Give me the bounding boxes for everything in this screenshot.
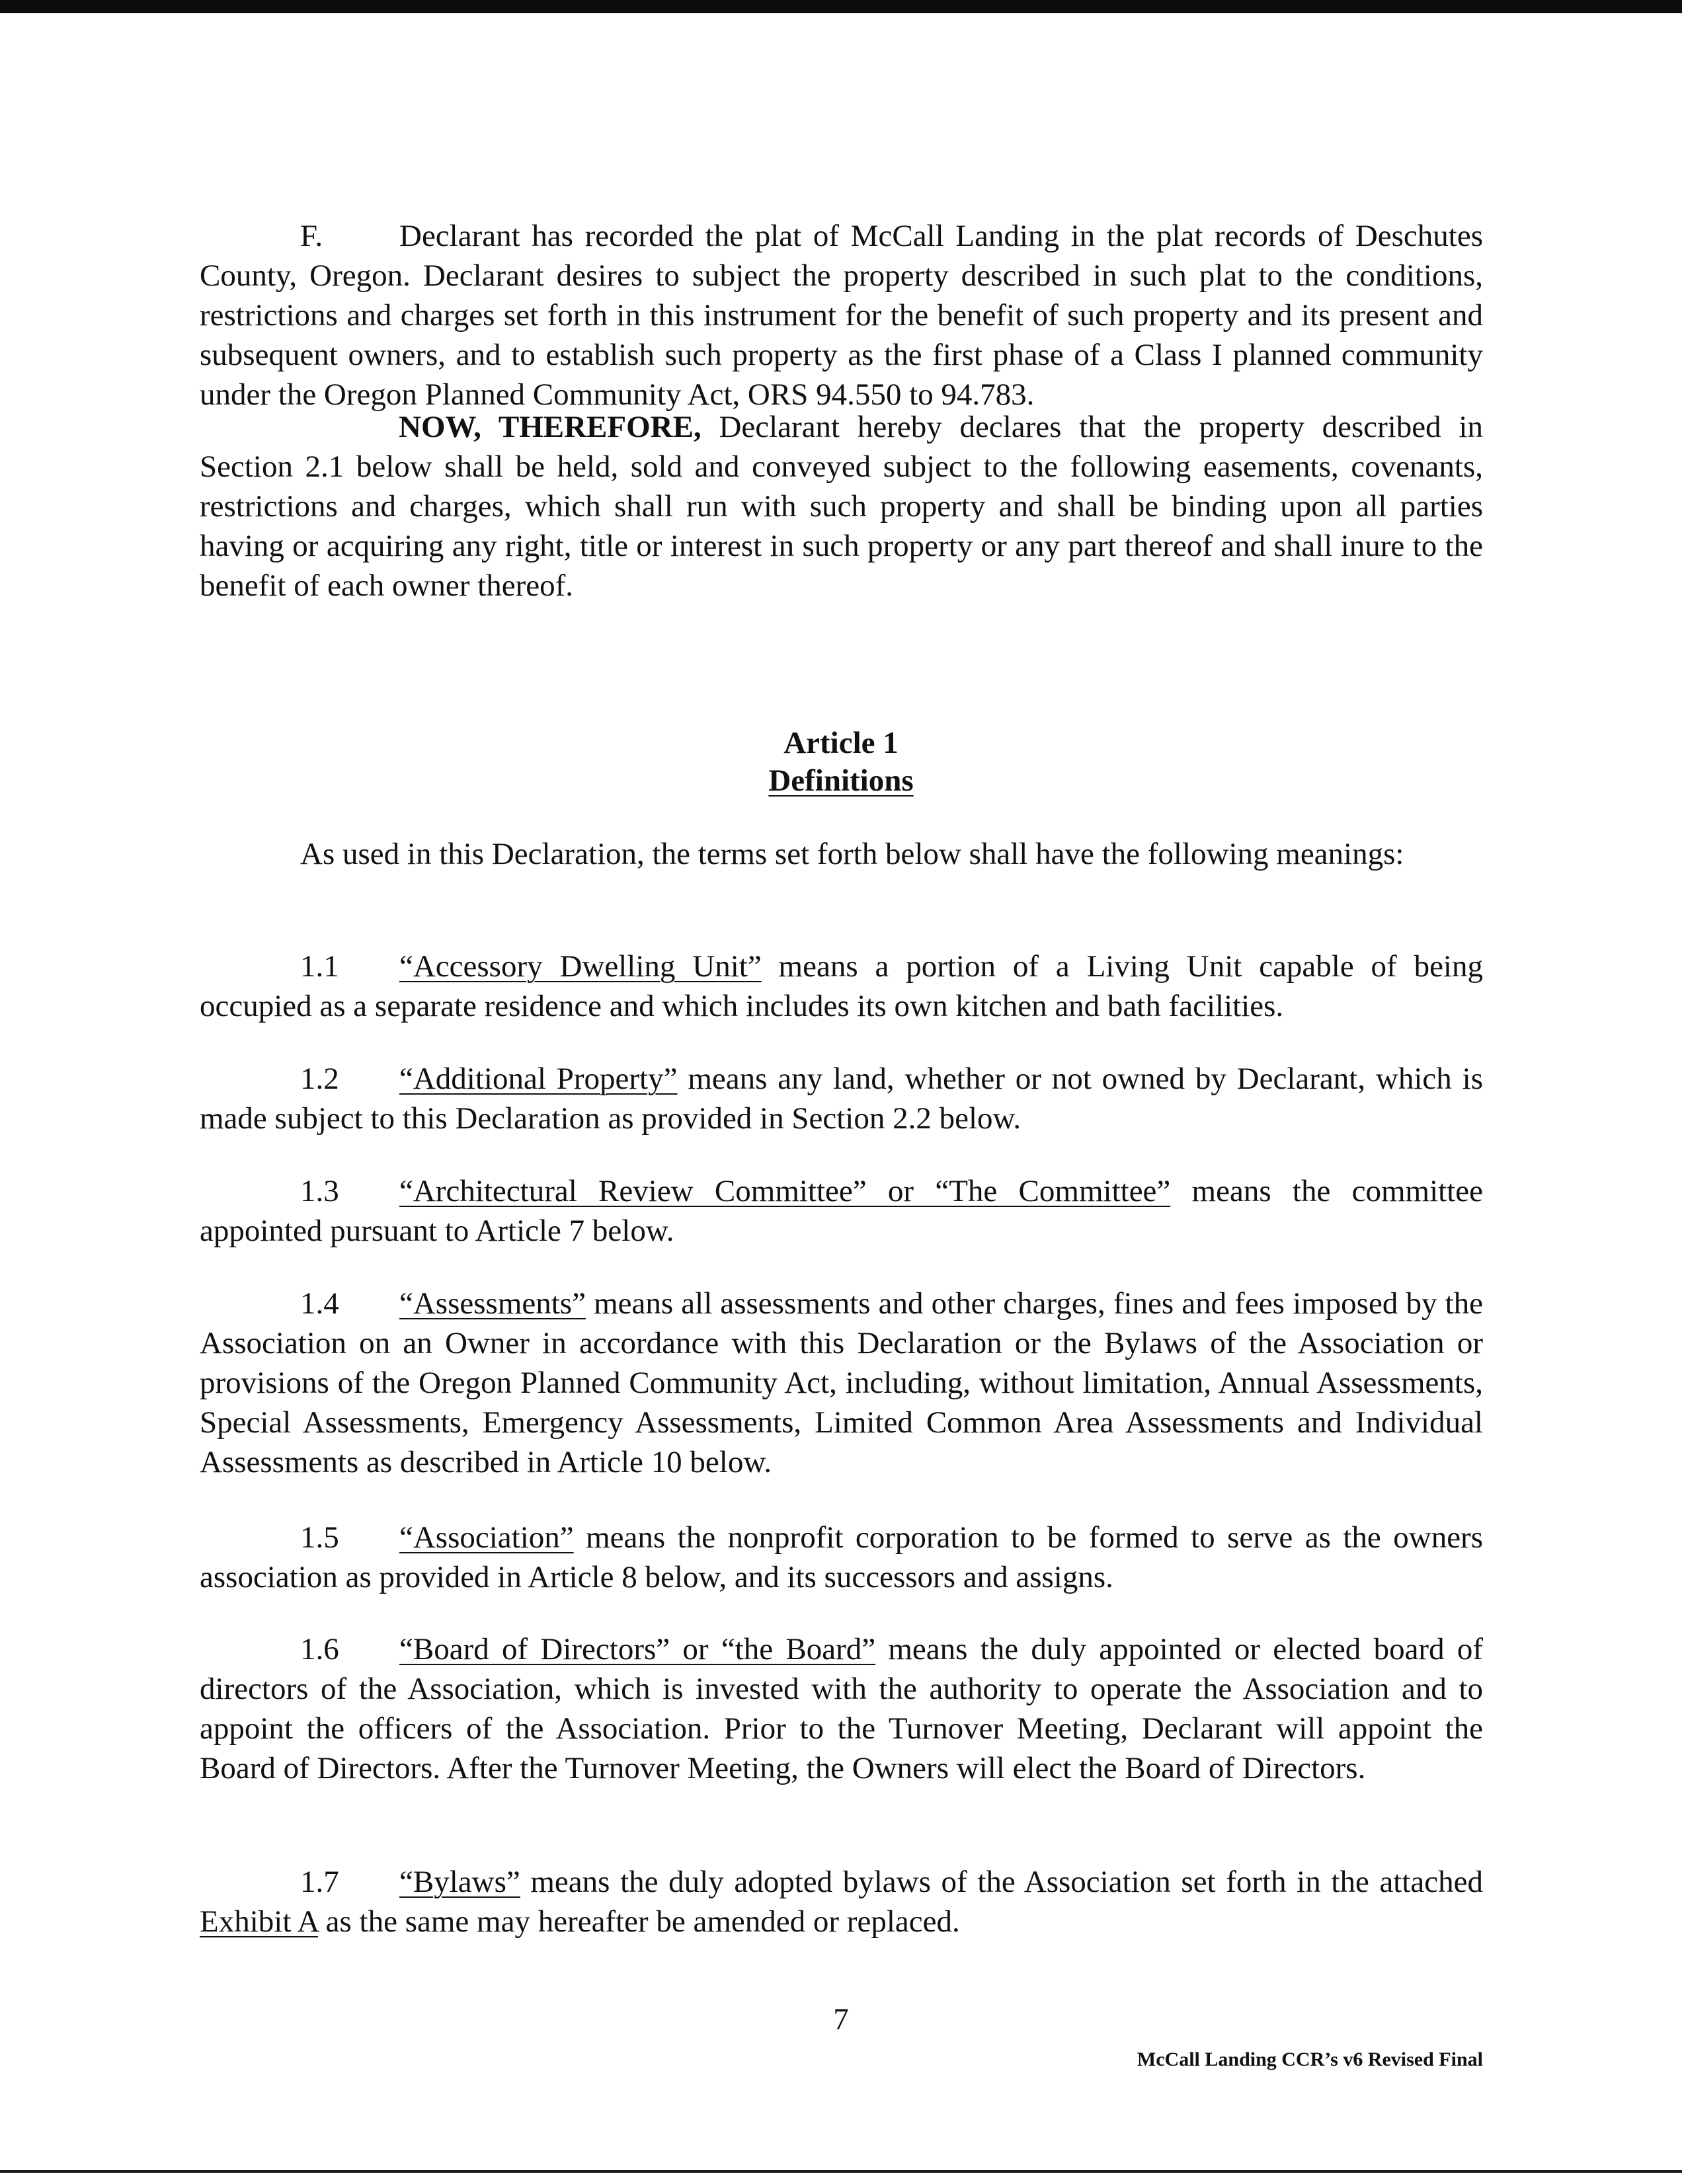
article-title: Article 1 [783,726,899,760]
page-number: 7 [833,2002,849,2037]
exhibit-a-reference: Exhibit A [200,1904,318,1939]
intro-paragraph: As used in this Declaration, the terms set forth below shall have the following meanings: [300,837,1404,871]
document-footer: McCall Landing CCR’s v6 Revised Final [1137,2048,1483,2070]
definition-1-2: 1.2 “Additional Property” means any land, whether or not owned by Declarant, which is made subject to this Declaration as provided in Section 2.2 below. [200,1062,1483,1136]
article-subtitle: Definitions [768,763,914,798]
definition-1-4: 1.4 “Assessments” means all assessments and other charges, fines and fees imposed by the Association on an Owner in accordance with this Declaration or the Bylaws of the Association or provisions of the Oregon Planned Community Act, including, without limitation, Annual Assessments, Special Assessments, Emergency Assessments, Limited Common Area Assessments and Individual Assessments as described in Article 10 below. [200,1286,1483,1479]
definition-1-7: 1.7 “Bylaws” means the duly adopted bylaws of the Association set forth in the attached Exhibit A as the same may hereafter be amended or replaced. [200,1865,1483,1939]
definition-term: “Association” [399,1520,574,1555]
definition-1-6: 1.6 “Board of Directors” or “the Board” means the duly appointed or elected board of directors of the Association, which is invested with the authority to operate the Association and to appoint the officers of the Association. Prior to the Turnover Meeting, Declarant will appoint the Board of Directors. After the Turnover Meeting, the Owners will elect the Board of Directors. [200,1632,1484,1785]
definition-term: “Assessments” [399,1286,586,1321]
paragraph-f-label: F. [300,219,323,253]
definition-term: “Accessory Dwelling Unit” [399,949,762,984]
definition-1-3: 1.3 “Architectural Review Committee” or “The Committee” means the committee appointed pursuant to Article 7 below. [200,1174,1483,1248]
definition-1-5: 1.5 “Association” means the nonprofit corporation to be formed to serve as the owners association as provided in Article 8 below, and its successors and assigns. [200,1520,1483,1594]
now-therefore-text: Declarant hereby declares that the property described in Section 2.1 below shall be held, sold and conveyed subject to the following easements, covenants, restrictions and charges, which shall run with such property and shall be binding upon all parties having or acquiring any right, title or interest in such property or any part thereof and shall inure to the benefit of each owner thereof. [200,410,1483,603]
definition-term: “Additional Property” [399,1062,678,1096]
paragraph-f-text: Declarant has recorded the plat of McCall Landing in the plat records of Deschutes County, Oregon. Declarant desires to subject the property described in such plat to the conditions, restrictions and charges set forth in this instrument for the benefit of such property and its present and subsequent owners, and to establish such property as the first phase of a Class I planned community under the Oregon Planned Community Act, ORS 94.550 to 94.783. [200,219,1483,412]
definition-term: “Architectural Review Committee” or “The Committee” [399,1174,1171,1208]
definition-term: “Board of Directors” or “the Board” [399,1632,876,1666]
now-therefore-lead: NOW, THEREFORE, [399,410,701,444]
paragraph-f [200,216,1483,414]
now-therefore-paragraph [200,407,1483,605]
definition-1-1: 1.1 “Accessory Dwelling Unit” means a portion of a Living Unit capable of being occupied as a separate residence and which includes its own kitchen and bath facilities. [200,949,1483,1023]
definition-term: “Bylaws” [399,1865,520,1899]
